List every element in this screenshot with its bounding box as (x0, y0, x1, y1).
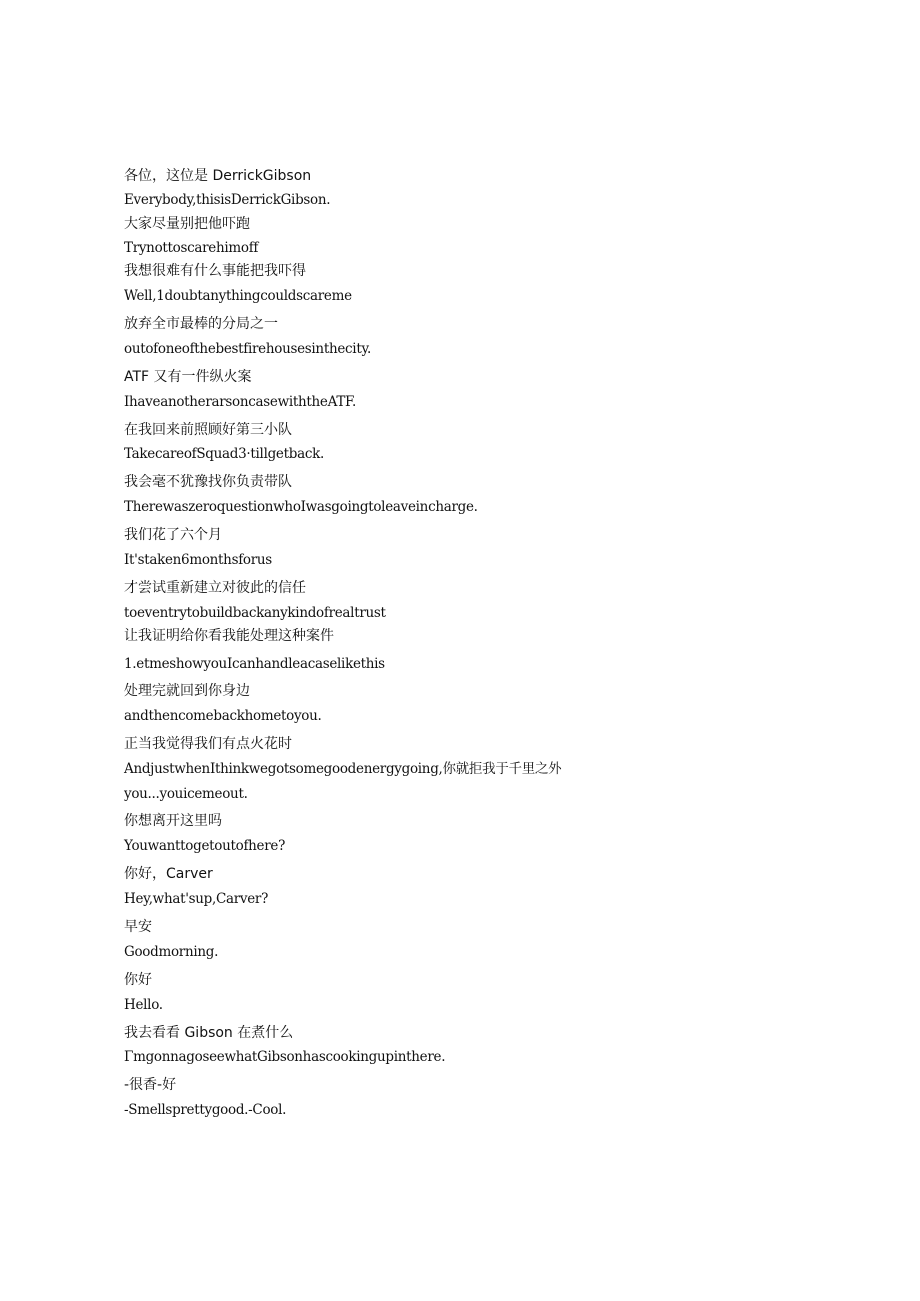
subtitle-line-zh: 让我证明给你看我能处理这种案件 (124, 628, 334, 644)
subtitle-line-zh: 放弃全市最棒的分局之一 (124, 316, 278, 332)
subtitle-line-zh: 我想很难有什么事能把我吓得 (124, 263, 306, 279)
subtitle-line-en: Youwanttogetoutofhere? (124, 838, 286, 854)
subtitle-line-zh: 处理完就回到你身边 (124, 683, 250, 699)
subtitle-line-en: you...youicemeout. (124, 786, 248, 802)
subtitle-line-en: Hello. (124, 997, 163, 1013)
subtitle-line-en: outofoneofthebestfirehousesinthecity. (124, 341, 371, 357)
subtitle-line-zh: 才尝试重新建立对彼此的信任 (124, 580, 306, 596)
subtitle-line-zh: 我们花了六个月 (124, 527, 222, 543)
subtitle-line-en: Trynottoscarehimoff (124, 240, 259, 256)
subtitle-line-en: Everybody,thisisDerrickGibson. (124, 192, 331, 208)
subtitle-line-en: Goodmorning. (124, 944, 219, 960)
subtitle-line-en: andthencomebackhometoyou. (124, 708, 322, 724)
subtitle-line-en: 1.etmeshowyouIcanhandleacaselikethis (124, 656, 385, 672)
subtitle-line-en: Hey,what'sup,Carver? (124, 891, 269, 907)
subtitle-line-en: -Smellsprettygood.-Cool. (124, 1102, 287, 1118)
subtitle-line-zh: 你好 (124, 972, 152, 988)
subtitle-line-en: It'staken6monthsforus (124, 552, 272, 568)
subtitle-line-en: ΓmgonnagoseewhatGibsonhascookingupinthere. (124, 1049, 446, 1065)
subtitle-line-en: Well,1doubtanythingcouldscareme (124, 288, 352, 304)
subtitle-line-zh: 早安 (124, 919, 152, 935)
subtitle-line-en: AndjustwhenIthinkwegotsomegoodenergygoing,你就拒我于千里之外 (124, 761, 562, 777)
subtitle-line-en: TakecareofSquad3·tillgetback. (124, 446, 324, 462)
subtitle-line-en: IhaveanotherarsoncasewiththeATF. (124, 394, 356, 410)
subtitle-line-zh: 我去看看 Gibson 在煮什么 (124, 1025, 294, 1041)
subtitle-line-zh: 我会毫不犹豫找你负责带队 (124, 474, 292, 490)
subtitle-line-zh: -很香-好 (124, 1077, 177, 1093)
subtitle-line-zh: ATF 又有一件纵火案 (124, 369, 252, 385)
subtitle-line-zh: 大家尽量别把他吓跑 (124, 216, 250, 232)
subtitle-line-zh: 正当我觉得我们有点火花时 (124, 736, 292, 752)
subtitle-line-zh: 你好，Carver (124, 866, 213, 882)
subtitle-line-zh: 在我回来前照顾好第三小队 (124, 422, 292, 438)
subtitle-line-zh: 各位，这位是 DerrickGibson (124, 168, 312, 184)
subtitle-line-en: toeventrytobuildbackanykindofrealtrust (124, 605, 386, 621)
subtitle-line-en: TherewaszeroquestionwhoIwasgoingtoleaveincharge. (124, 499, 478, 515)
subtitle-line-zh: 你想离开这里吗 (124, 813, 222, 829)
